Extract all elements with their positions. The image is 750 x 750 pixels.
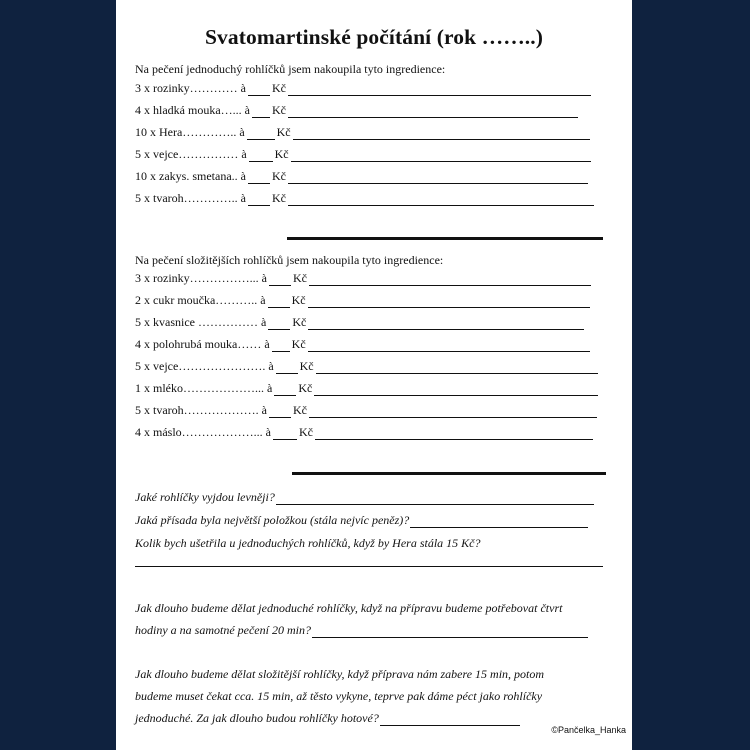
price-blank[interactable] [248,193,270,206]
question-complex-time-line1 [135,667,544,682]
ingredient-label: 1 x mléko………………... à [135,381,273,395]
currency-label: Kč [298,381,313,395]
total-blank[interactable] [288,171,588,184]
total-blank[interactable] [288,105,578,118]
question-complex-time-line2 [135,689,542,704]
total-blank[interactable] [316,361,598,374]
question-text: budeme muset čekat cca. 15 min, až těsto vykyne, teprve pak dáme péct jako rohlíčky [135,689,543,703]
total-blank[interactable] [309,273,591,286]
question-simple-time-line2 [135,623,588,638]
question-text: Kolik bych ušetřila u jednoduchých rohlíčků, když by Hera stála 15 Kč? [135,536,481,550]
section2-total-line[interactable] [292,472,606,475]
section1-intro: Na pečení jednoduchý rohlíčků jsem nakoupila tyto ingredience: [135,62,446,76]
section2-row [135,338,590,352]
question-text: hodiny a na samotné pečení 20 min? [135,623,311,637]
ingredient-label: 4 x hladká mouka…... à [135,103,250,117]
section2-row [135,426,593,440]
total-blank[interactable] [308,339,590,352]
section1-row [135,148,591,162]
price-blank[interactable] [249,149,273,162]
question-complex-time-line3 [135,711,520,726]
answer-blank[interactable] [380,713,520,726]
total-blank[interactable] [308,317,584,330]
total-blank[interactable] [314,383,598,396]
page-title: Svatomartinské počítání (rok ……..) [204,25,544,49]
ingredient-label: 5 x tvaroh………….. à [135,191,246,205]
question-savings [135,536,480,551]
section1-row [135,126,590,140]
currency-label: Kč [271,169,286,183]
total-blank[interactable] [288,83,591,96]
ingredient-label: 4 x polohrubá mouka…… à [135,337,270,351]
question-text: Jak dlouho budeme dělat složitější rohlíčky, když příprava nám zabere 15 min, potom [135,667,545,681]
price-blank[interactable] [248,171,270,184]
currency-label: Kč [299,359,314,373]
section1-total-line[interactable] [287,237,603,240]
section2-row [135,404,597,418]
section2-row [135,272,591,286]
answer-line[interactable] [135,566,603,567]
copyright-notice: ©Pančelka_Hanka [551,725,626,735]
currency-label: Kč [292,271,307,285]
currency-label: Kč [274,147,289,161]
currency-label: Kč [292,403,307,417]
currency-label: Kč [271,103,286,117]
currency-label: Kč [299,425,313,439]
price-blank[interactable] [252,105,270,118]
ingredient-label: 2 x cukr moučka……….. à [135,293,266,307]
section2-row [135,294,590,308]
question-simple-time-line1 [135,601,562,616]
ingredient-label: 5 x vejce…………… à [135,147,247,161]
ingredient-label: 3 x rozinky……………... à [135,271,267,285]
answer-blank[interactable] [410,515,588,528]
section2-row [135,382,598,396]
ingredient-label: 3 x rozinky………… à [135,81,246,95]
question-biggest-item [135,513,588,528]
total-blank[interactable] [288,193,594,206]
price-blank[interactable] [274,383,296,396]
total-blank[interactable] [293,127,590,140]
total-blank[interactable] [315,427,593,440]
answer-blank[interactable] [276,492,594,505]
question-text: Jak dlouho budeme dělat jednoduché rohlíčky, když na přípravu budeme potřebovat čtvrt [135,601,563,615]
ingredient-label: 10 x zakys. smetana.. à [135,169,246,183]
price-blank[interactable] [248,83,270,96]
section2-intro: Na pečení složitějších rohlíčků jsem nakoupila tyto ingredience: [135,253,444,267]
currency-label: Kč [291,293,306,307]
ingredient-label: 4 x máslo………………... à [135,425,271,439]
worksheet-page [116,0,632,750]
section1-row [135,82,591,96]
total-blank[interactable] [309,405,597,418]
price-blank[interactable] [269,405,291,418]
price-blank[interactable] [273,427,297,440]
answer-blank[interactable] [312,625,588,638]
price-blank[interactable] [268,295,290,308]
question-cheaper [135,490,594,505]
price-blank[interactable] [269,273,291,286]
total-blank[interactable] [291,149,591,162]
section1-row [135,104,578,118]
section1-row [135,170,588,184]
question-text: Jaká přísada byla největší položkou (stála nejvíc peněz)? [135,513,410,527]
section1-row [135,192,594,206]
ingredient-label: 5 x kvasnice …………… à [135,315,267,329]
total-blank[interactable] [308,295,590,308]
currency-label: Kč [292,315,307,329]
price-blank[interactable] [247,127,275,140]
price-blank[interactable] [276,361,298,374]
currency-label: Kč [271,81,286,95]
currency-label: Kč [291,337,306,351]
currency-label: Kč [276,125,291,139]
ingredient-label: 5 x tvaroh………………. à [135,403,267,417]
price-blank[interactable] [268,317,290,330]
ingredient-label: 10 x Hera………….. à [135,125,245,139]
currency-label: Kč [271,191,286,205]
question-text: Jaké rohlíčky vyjdou levněji? [135,490,275,504]
question-text: jednoduché. Za jak dlouho budou rohlíčky hotové? [135,711,379,725]
section2-row [135,360,598,374]
price-blank[interactable] [272,339,290,352]
section2-row [135,316,584,330]
ingredient-label: 5 x vejce…………………. à [135,359,274,373]
